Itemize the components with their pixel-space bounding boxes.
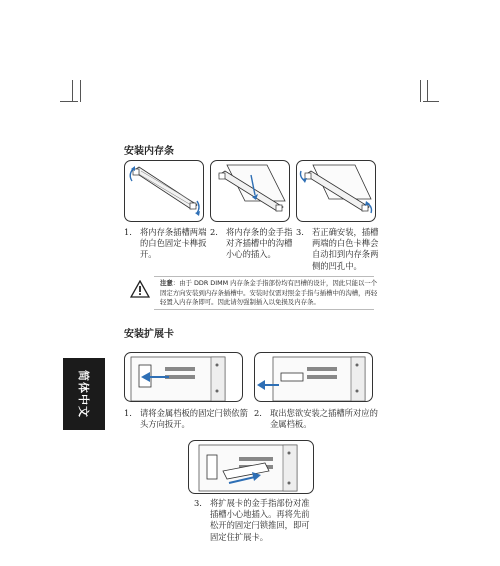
crop-mark <box>427 80 428 102</box>
expansion-step3-illustration <box>188 440 314 494</box>
expansion-section-heading: 安装扩展卡 <box>124 329 174 340</box>
step-number: 1. <box>124 227 132 237</box>
step-text: 将内存条插槽两端 的白色固定卡榫扳 开。 <box>140 227 207 260</box>
note-divider-bottom <box>154 309 374 310</box>
expansion-step-2 <box>254 408 386 432</box>
language-tab-label: 简体中文 <box>77 370 90 418</box>
step-number: 2. <box>210 227 218 237</box>
step-text: 取出您欲安装之插槽所对应的 金属档板。 <box>270 408 378 430</box>
memory-step1-illustration <box>124 160 204 222</box>
note-divider-top <box>154 276 374 277</box>
step-number: 1. <box>124 408 132 418</box>
expansion-step1-illustration <box>124 352 243 402</box>
memory-step3-illustration <box>296 160 376 222</box>
crop-mark <box>80 80 81 102</box>
warning-triangle-icon <box>130 280 150 298</box>
crop-mark <box>423 101 439 102</box>
crop-mark <box>60 101 78 102</box>
step-text: 将扩展卡的金手指部份对准 插槽小心地插入。再将先前 松开的固定闩锁推回，即可 固定住扩展卡。 <box>210 498 310 542</box>
note-text <box>160 279 378 308</box>
memory-step-2 <box>210 227 296 261</box>
expansion-step-3 <box>194 498 330 544</box>
memory-step-1 <box>124 227 210 261</box>
step-text: 将内存条的金手指 对齐插槽中的沟槽 小心的插入。 <box>226 227 293 260</box>
step-text: 请将金属档板的固定闩锁依箭 头方向扳开。 <box>140 408 248 430</box>
memory-step2-illustration <box>210 160 290 222</box>
step-text: 若正确安装，插槽 两端的白色卡榫会 自动扣到内存条两 侧的凹孔中。 <box>312 227 379 271</box>
step-number: 3. <box>296 227 304 237</box>
crop-mark <box>420 80 421 102</box>
note-body: ：由于 DDR DIMM 内存条金手指部份均有凹槽的设计，因此只能以一个固定方向安装到内存条插槽中。安装时仅需对照金手指与插槽中的沟槽，再轻轻置入内存条即可。因此请勿强制插入以免损及内存条。 <box>160 279 378 307</box>
crop-mark <box>72 80 73 102</box>
note-label: 注意 <box>160 279 173 287</box>
step-number: 3. <box>194 498 202 508</box>
memory-step-3 <box>296 227 386 273</box>
expansion-step-1 <box>124 408 254 432</box>
step-number: 2. <box>254 408 262 418</box>
language-tab <box>63 358 105 430</box>
memory-section-heading: 安装内存条 <box>124 146 174 157</box>
expansion-step2-illustration <box>254 352 373 402</box>
note-box <box>124 274 378 310</box>
